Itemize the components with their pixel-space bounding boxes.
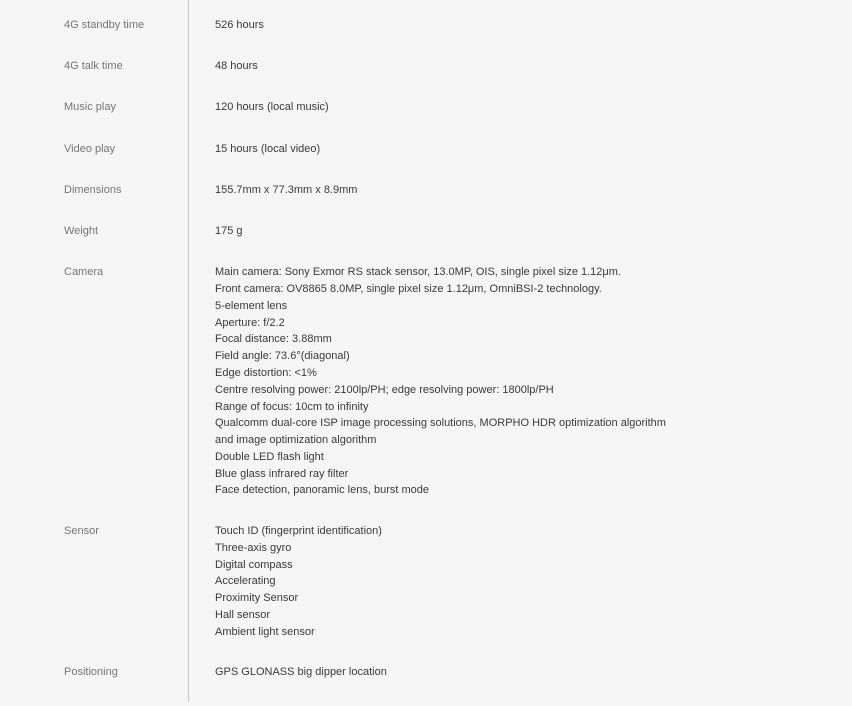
spec-value (215, 523, 852, 641)
spec-row (0, 99, 852, 116)
spec-row (0, 523, 852, 641)
spec-value-line: Centre resolving power: 2100lp/PH; edge resolving power: 1800lp/PH (215, 383, 554, 396)
spec-value (215, 58, 852, 75)
spec-label: Video play (64, 142, 116, 155)
spec-value (215, 99, 852, 116)
spec-value-line: 155.7mm x 77.3mm x 8.9mm (215, 183, 358, 196)
spec-row (0, 141, 852, 158)
spec-value-line: Range of focus: 10cm to infinity (215, 400, 369, 413)
spec-value (215, 141, 852, 158)
spec-value-line: Focal distance: 3.88mm (215, 333, 332, 346)
spec-row (0, 664, 852, 681)
spec-value-line: Double LED flash light (215, 450, 324, 463)
spec-value-line: Ambient light sensor (215, 625, 315, 638)
spec-value-line: 526 hours (215, 19, 264, 31)
spec-row (0, 264, 852, 499)
spec-value (215, 223, 852, 240)
spec-value (215, 264, 852, 499)
spec-label: Music play (64, 101, 116, 114)
spec-value-line: Three-axis gyro (215, 541, 292, 554)
spec-value-line: Proximity Sensor (215, 592, 299, 605)
spec-row (0, 17, 852, 34)
spec-value-line: Qualcomm dual-core ISP image processing solutions, MORPHO HDR optimization algorithm (215, 417, 666, 430)
spec-label: 4G standby time (64, 19, 145, 31)
spec-value (215, 182, 852, 199)
spec-value-line: 48 hours (215, 60, 258, 73)
spec-value-line: 15 hours (local video) (215, 142, 321, 155)
spec-value-line: Blue glass infrared ray filter (215, 467, 349, 480)
spec-value-line: Main camera: Sony Exmor RS stack sensor, 13.0MP, OIS, single pixel size 1.12μm. (215, 266, 621, 279)
spec-value-line: Front camera: OV8865 8.0MP, single pixel size 1.12μm, OmniBSI-2 technology. (215, 282, 602, 295)
spec-label: Positioning (64, 666, 118, 679)
spec-row (0, 223, 852, 240)
spec-value-line: Aperture: f/2.2 (215, 316, 285, 329)
spec-value-line: 120 hours (local music) (215, 101, 329, 114)
spec-label: Dimensions (64, 183, 122, 196)
spec-table (0, 17, 852, 706)
spec-value-line: Accelerating (215, 575, 276, 588)
spec-label: Camera (64, 266, 104, 279)
spec-value-line: Field angle: 73.6°(diagonal) (215, 350, 350, 363)
spec-label: 4G talk time (64, 60, 123, 73)
spec-value-line: Touch ID (fingerprint identification) (215, 525, 382, 538)
spec-value (215, 17, 852, 34)
spec-row (0, 182, 852, 199)
spec-row (0, 58, 852, 75)
spec-value (215, 664, 852, 681)
spec-label: Weight (64, 224, 99, 237)
spec-value-line: and image optimization algorithm (215, 434, 377, 447)
spec-value-line: 5-element lens (215, 299, 288, 312)
spec-value-line: 175 g (215, 224, 243, 237)
spec-value-line: Digital compass (215, 558, 293, 571)
spec-value-line: Hall sensor (215, 609, 271, 622)
spec-value-line: GPS GLONASS big dipper location (215, 666, 387, 679)
spec-value-line: Edge distortion: <1% (215, 366, 317, 379)
spec-label: Sensor (64, 525, 99, 538)
spec-value-line: Face detection, panoramic lens, burst mode (215, 484, 430, 497)
